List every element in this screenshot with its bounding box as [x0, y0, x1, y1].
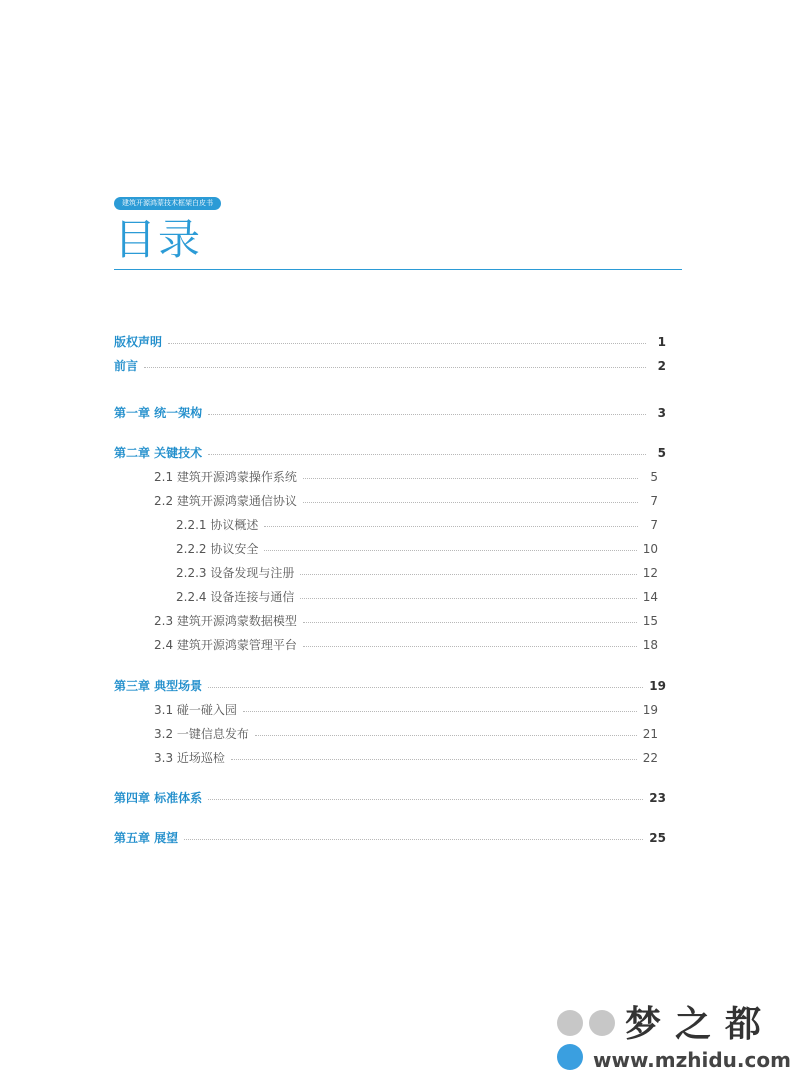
toc-entry-label: 第三章 典型场景 [114, 679, 203, 693]
watermark-url: www.mzhidu.com [593, 1048, 791, 1072]
dot-leader [303, 478, 638, 479]
watermark-brand: 梦之都 [625, 1004, 776, 1045]
toc-entry-page: 3 [657, 406, 666, 420]
toc-entry-label: 第二章 关键技术 [114, 446, 203, 460]
chat-bubble-icon [589, 1010, 615, 1036]
dot-leader [184, 839, 643, 840]
dot-leader [303, 622, 637, 623]
toc-entry-page: 7 [650, 494, 658, 508]
toc-entry-page: 5 [657, 446, 666, 460]
toc-entry-page: 7 [650, 518, 658, 532]
toc-entry[interactable] [114, 790, 666, 806]
title-divider [114, 269, 682, 270]
dot-leader [303, 646, 637, 647]
dot-leader [144, 367, 646, 368]
series-tag: 建筑开源鸿蒙技术框架白皮书 [114, 197, 221, 210]
toc-entry[interactable] [154, 637, 666, 653]
dot-leader [208, 687, 643, 688]
dot-leader [168, 343, 646, 344]
chat-bubble-icon [557, 1010, 583, 1036]
dot-leader [231, 759, 637, 760]
toc-entry-page: 22 [642, 751, 658, 765]
toc-entry-label: 2.2.4 设备连接与通信 [176, 590, 295, 604]
toc-entry-page: 1 [657, 335, 666, 349]
toc-entry[interactable] [114, 830, 666, 846]
toc-entry[interactable] [154, 469, 666, 485]
toc-entry-page: 23 [649, 791, 666, 805]
dot-leader [303, 502, 638, 503]
dot-leader [300, 598, 636, 599]
toc-entry[interactable] [114, 334, 666, 350]
toc-entry-page: 21 [642, 727, 658, 741]
toc-entry-page: 15 [642, 614, 658, 628]
dot-leader [264, 550, 636, 551]
toc-entry-page: 19 [642, 703, 658, 717]
toc-entry-label: 2.2.1 协议概述 [176, 518, 259, 532]
toc-entry[interactable] [176, 541, 666, 557]
toc-entry[interactable] [114, 678, 666, 694]
toc-entry-page: 14 [642, 590, 658, 604]
toc-entry-page: 25 [649, 831, 666, 845]
toc-entry[interactable] [176, 565, 666, 581]
toc-entry-label: 3.2 一键信息发布 [154, 727, 249, 741]
toc-entry-label: 3.3 近场巡检 [154, 751, 225, 765]
toc-entry[interactable] [176, 517, 666, 533]
dot-leader [300, 574, 636, 575]
toc-entry-label: 2.2.3 设备发现与注册 [176, 566, 295, 580]
page-title: 目录 [114, 215, 203, 264]
toc-entry-label: 第四章 标准体系 [114, 791, 203, 805]
toc-entry[interactable] [114, 358, 666, 374]
toc-entry-page: 2 [657, 359, 666, 373]
toc-entry[interactable] [114, 405, 666, 421]
toc-entry[interactable] [154, 493, 666, 509]
toc-entry[interactable] [154, 613, 666, 629]
toc-entry-page: 19 [649, 679, 666, 693]
dot-leader [264, 526, 638, 527]
toc-entry-label: 3.1 碰一碰入园 [154, 703, 237, 717]
watermark [555, 1002, 794, 1077]
chat-bubble-icon [557, 1044, 583, 1070]
toc-entry[interactable] [154, 702, 666, 718]
dot-leader [208, 414, 646, 415]
toc-entry-page: 10 [642, 542, 658, 556]
toc-entry-page: 12 [642, 566, 658, 580]
toc-entry-page: 5 [650, 470, 658, 484]
toc-entry-label: 版权声明 [114, 335, 163, 349]
toc-entry-label: 前言 [114, 359, 139, 373]
toc-entry-label: 2.1 建筑开源鸿蒙操作系统 [154, 470, 297, 484]
toc-entry[interactable] [114, 445, 666, 461]
toc-entry[interactable] [154, 726, 666, 742]
dot-leader [243, 711, 637, 712]
toc-entry[interactable] [176, 589, 666, 605]
toc-entry-label: 2.3 建筑开源鸿蒙数据模型 [154, 614, 297, 628]
toc-entry-label: 第一章 统一架构 [114, 406, 203, 420]
toc-entry-label: 2.2.2 协议安全 [176, 542, 259, 556]
toc-entry[interactable] [154, 750, 666, 766]
toc-entry-label: 第五章 展望 [114, 831, 179, 845]
toc-entry-label: 2.2 建筑开源鸿蒙通信协议 [154, 494, 297, 508]
dot-leader [255, 735, 637, 736]
toc-entry-page: 18 [642, 638, 658, 652]
toc-entry-label: 2.4 建筑开源鸿蒙管理平台 [154, 638, 297, 652]
dot-leader [208, 799, 643, 800]
dot-leader [208, 454, 646, 455]
